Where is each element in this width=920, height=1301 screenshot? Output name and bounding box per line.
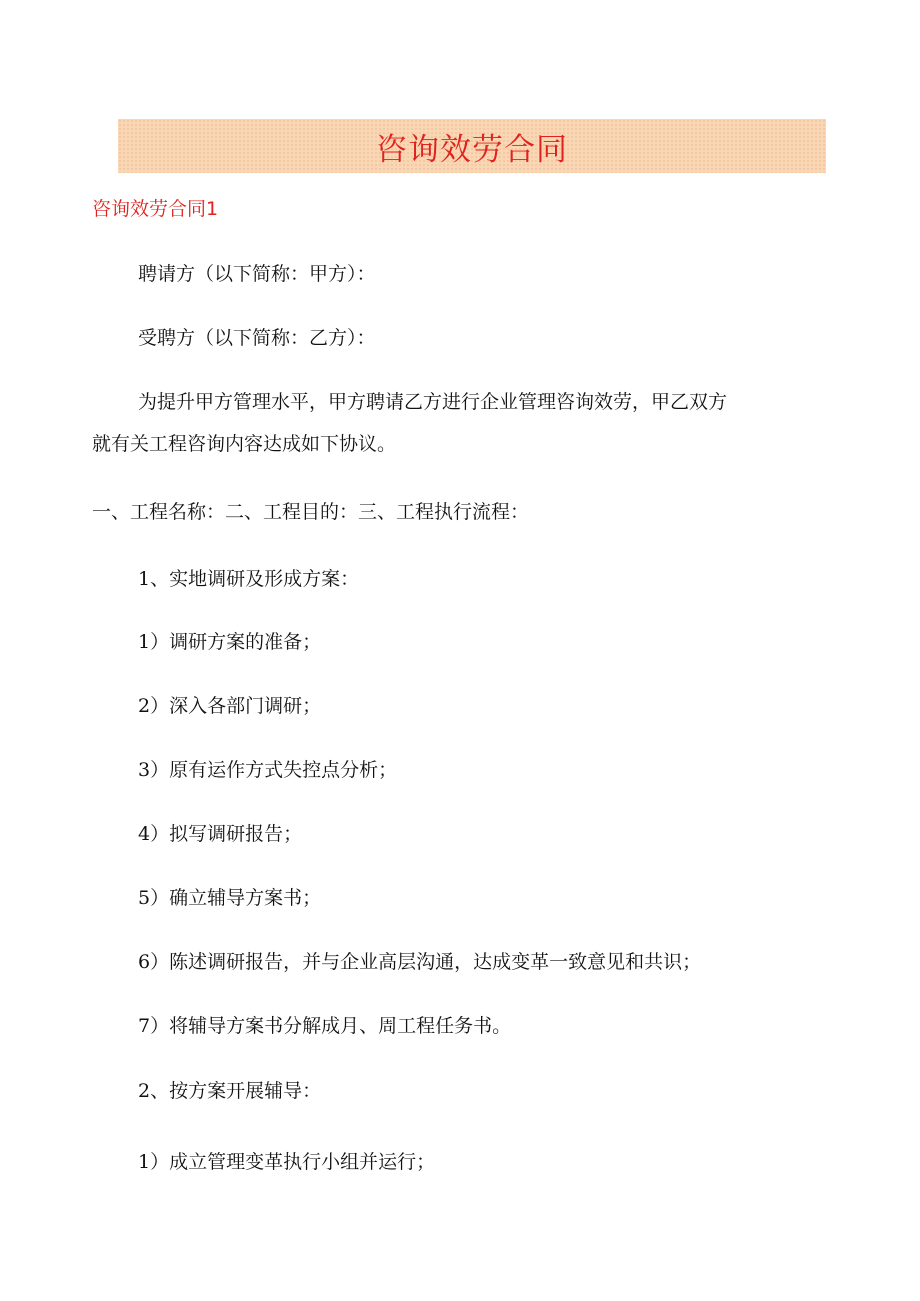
clause-headings-line: 一、工程名称：二、工程目的：三、工程执行流程： <box>92 501 530 523</box>
intro-paragraph-line-1: 为提升甲方管理水平，甲方聘请乙方进行企业管理咨询效劳，甲乙双方 <box>138 391 728 413</box>
list-item: 3）原有运作方式失控点分析； <box>138 759 398 781</box>
document-title: 咨询效劳合同 <box>376 131 568 168</box>
list-item: 1）调研方案的准备； <box>138 631 322 653</box>
list-item: 1）成立管理变革执行小组并运行； <box>138 1151 436 1173</box>
step-1-heading: 1、实地调研及形成方案： <box>138 568 360 590</box>
list-item: 6）陈述调研报告，并与企业高层沟通，达成变革一致意见和共识； <box>138 951 702 973</box>
list-item: 7）将辅导方案书分解成月、周工程任务书。 <box>138 1015 512 1037</box>
list-item: 4）拟写调研报告； <box>138 823 303 845</box>
intro-paragraph-line-2: 就有关工程咨询内容达成如下协议。 <box>92 433 397 455</box>
section-heading: 咨询效劳合同1 <box>92 198 219 220</box>
list-item: 5）确立辅导方案书； <box>138 887 322 909</box>
party-b-line: 受聘方（以下简称：乙方）： <box>138 327 376 349</box>
step-2-heading: 2、按方案开展辅导： <box>138 1080 322 1102</box>
title-banner <box>118 119 826 173</box>
party-a-line: 聘请方（以下简称：甲方）： <box>138 263 376 285</box>
list-item: 2）深入各部门调研； <box>138 695 322 717</box>
